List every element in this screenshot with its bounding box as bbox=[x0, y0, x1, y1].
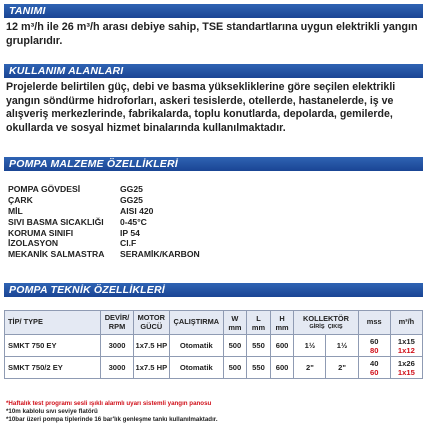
material-key: KORUMA SINIFI bbox=[8, 227, 74, 238]
material-row bbox=[8, 238, 308, 249]
cell-flow bbox=[390, 357, 422, 379]
col-header-rpm: DEVİR/ RPM bbox=[101, 311, 133, 335]
kollektor-label: KOLLEKTÖR bbox=[302, 313, 349, 323]
mss-value-red: 60 bbox=[369, 367, 379, 377]
technical-table bbox=[4, 310, 423, 379]
mss-value: 60 bbox=[369, 336, 379, 346]
h-label: H bbox=[279, 313, 285, 323]
cell-inlet: 1½ bbox=[294, 335, 326, 357]
material-key: ÇARK bbox=[8, 195, 33, 206]
material-value: AISI 420 bbox=[120, 205, 154, 216]
cell-w: 500 bbox=[223, 357, 247, 379]
section-header-malzeme: POMPA MALZEME ÖZELLİKLERİ bbox=[4, 157, 423, 171]
footnote: *10m kablolu sıvı seviye flatörü bbox=[6, 408, 98, 415]
material-row bbox=[8, 195, 308, 206]
material-value: SERAMİK/KARBON bbox=[120, 249, 200, 260]
cell-inlet: 2" bbox=[294, 357, 326, 379]
cikis-label: ÇIKIŞ bbox=[327, 323, 343, 330]
col-header-power: MOTOR GÜCÜ bbox=[133, 311, 169, 335]
col-header-start: ÇALIŞTIRMA bbox=[170, 311, 224, 335]
table-row bbox=[5, 335, 423, 357]
cell-power: 1x7.5 HP bbox=[133, 335, 169, 357]
cell-type: SMKT 750/2 EY bbox=[5, 357, 101, 379]
col-header-flow: m³/h bbox=[390, 311, 422, 335]
cell-mss bbox=[358, 357, 390, 379]
flow-value-red: 1x15 bbox=[397, 367, 415, 377]
cell-type: SMKT 750 EY bbox=[5, 335, 101, 357]
footnote: *Haftalık test programı sesli ışıklı alarmlı uyarı sistemli yangın panosu bbox=[6, 400, 212, 407]
col-header-kollektor bbox=[294, 311, 358, 335]
material-value: 0-45°C bbox=[120, 216, 147, 227]
giris-label: GİRİŞ bbox=[309, 323, 325, 330]
material-key: MİL bbox=[8, 205, 23, 216]
material-value: GG25 bbox=[120, 184, 143, 195]
materials-list bbox=[8, 184, 308, 260]
w-unit: mm bbox=[228, 322, 242, 332]
col-header-h bbox=[270, 311, 294, 335]
col-header-l bbox=[247, 311, 271, 335]
material-key: MEKANİK SALMASTRA bbox=[8, 249, 105, 260]
col-header-w bbox=[223, 311, 247, 335]
material-key: İZOLASYON bbox=[8, 238, 59, 249]
mss-value: 40 bbox=[369, 358, 379, 368]
cell-outlet: 1½ bbox=[326, 335, 358, 357]
section-header-kullanim: KULLANIM ALANLARI bbox=[4, 64, 423, 78]
material-row bbox=[8, 184, 308, 195]
material-row bbox=[8, 216, 308, 227]
material-row bbox=[8, 249, 308, 260]
kollektor-sub bbox=[294, 323, 357, 332]
col-header-type: TİP/ TYPE bbox=[5, 311, 101, 335]
material-value: Cl.F bbox=[120, 238, 137, 249]
kullanim-text: Projelerde belirtilen güç, debi ve basma yüksekliklerine göre seçilen elektrikli yangın söndürme hidroforları, askeri tesislerde, otellerde, hastanelerde, iş ve alışveriş merkezlerinde, fabrikalarda, toplu konutlarda, depolarda, gemilerde, okullarda ve sosyal hizmet binalarında kullanılmaktadır. bbox=[6, 81, 396, 134]
flow-value-red: 1x12 bbox=[397, 345, 415, 355]
material-key: POMPA GÖVDESİ bbox=[8, 184, 81, 195]
cell-w: 500 bbox=[223, 335, 247, 357]
material-key: SIVI BASMA SICAKLIĞI bbox=[8, 216, 104, 227]
cell-rpm: 3000 bbox=[101, 357, 133, 379]
footnotes bbox=[6, 400, 218, 424]
material-value: IP 54 bbox=[120, 227, 140, 238]
l-unit: mm bbox=[251, 322, 266, 332]
cell-l: 550 bbox=[247, 357, 271, 379]
section-header-tanimi: TANIMI bbox=[4, 4, 423, 18]
flow-value: 1x15 bbox=[397, 336, 415, 346]
w-label: W bbox=[231, 313, 239, 323]
material-row bbox=[8, 227, 308, 238]
footnote: *10bar üzeri pompa tiplerinde 16 bar'lık genleşme tankı kullanılmaktadır. bbox=[6, 416, 218, 423]
table-row bbox=[5, 357, 423, 379]
cell-h: 600 bbox=[270, 357, 294, 379]
cell-flow bbox=[390, 335, 422, 357]
mss-value-red: 80 bbox=[369, 345, 379, 355]
cell-l: 550 bbox=[247, 335, 271, 357]
h-unit: mm bbox=[275, 322, 289, 332]
cell-start: Otomatik bbox=[170, 335, 224, 357]
l-label: L bbox=[256, 313, 261, 323]
material-row bbox=[8, 206, 308, 217]
cell-mss bbox=[358, 335, 390, 357]
tanimi-text: 12 m³/h ile 26 m³/h arası debiye sahip, TSE standartlarına uygun elektrikli yangın gruplarıdır. bbox=[6, 21, 418, 47]
cell-h: 600 bbox=[270, 335, 294, 357]
cell-power: 1x7.5 HP bbox=[133, 357, 169, 379]
table-header-row bbox=[5, 311, 423, 335]
cell-rpm: 3000 bbox=[101, 335, 133, 357]
flow-value: 1x26 bbox=[397, 358, 415, 368]
col-header-mss: mss bbox=[358, 311, 390, 335]
section-header-teknik: POMPA TEKNİK ÖZELLİKLERİ bbox=[4, 283, 423, 297]
cell-outlet: 2" bbox=[326, 357, 358, 379]
material-value: GG25 bbox=[120, 195, 143, 206]
cell-start: Otomatik bbox=[170, 357, 224, 379]
